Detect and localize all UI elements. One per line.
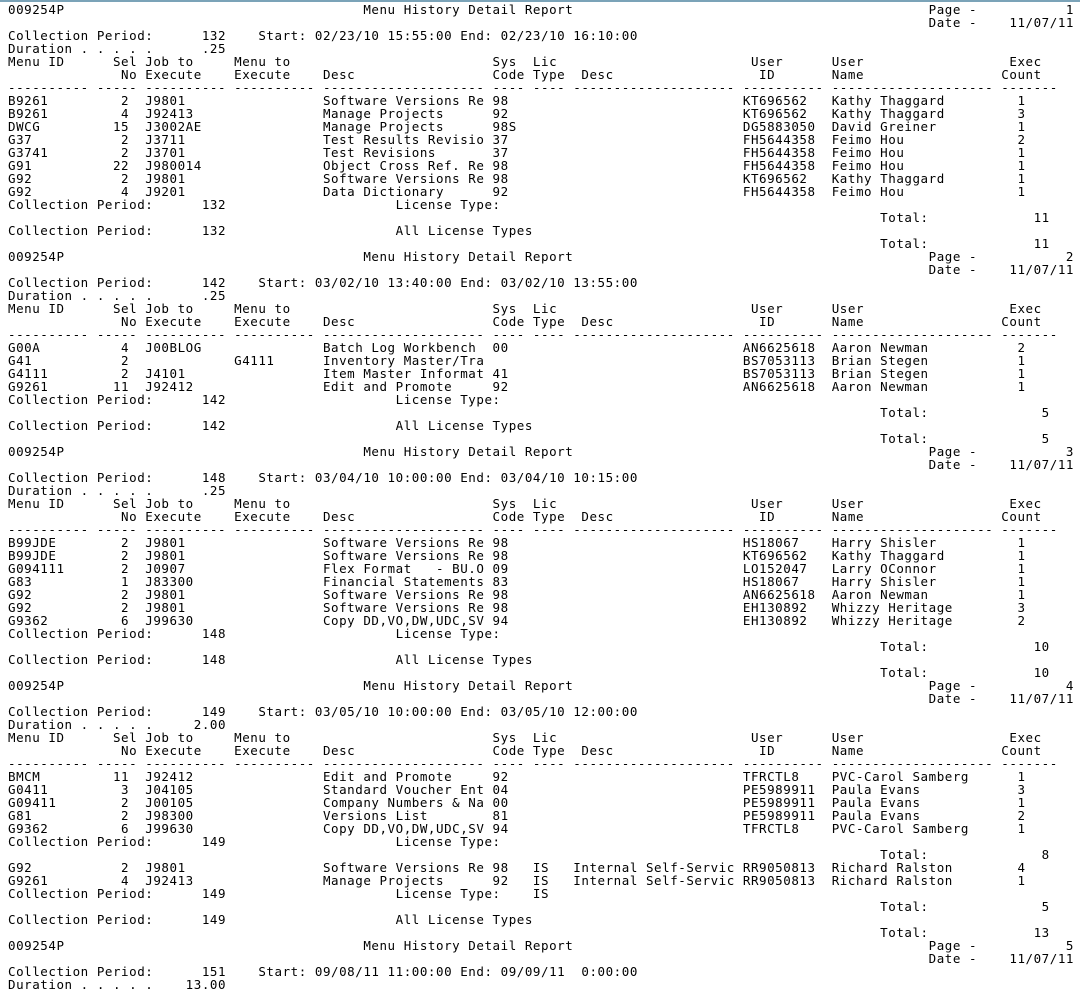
table-row: G81 2 J98300 Versions List 81 PE5989911 Paula Evans 2 xyxy=(8,808,1074,823)
table-row: G92 2 J9801 Software Versions Re 98 EH130892 Whizzy Heritage 3 xyxy=(8,600,1074,615)
date-line: Date - 11/07/11 xyxy=(8,15,1074,30)
table-row: G92 2 J9801 Software Versions Re 98 AN6625618 Aaron Newman 1 xyxy=(8,587,1074,602)
table-row: G3741 2 J3701 Test Revisions 37 FH5644358 Feimo Hou 1 xyxy=(8,145,1074,160)
page-header-line: 009254P Menu History Detail Report Page - 5 xyxy=(8,938,1074,953)
page-header-line: 009254P Menu History Detail Report Page - 2 xyxy=(8,249,1074,264)
duration-line: Duration . . . . . .25 xyxy=(8,483,1074,498)
license-type-line: Collection Period: 149 License Type: IS xyxy=(8,886,1074,901)
page-header-line: 009254P Menu History Detail Report Page - 3 xyxy=(8,444,1074,459)
license-type-line: Collection Period: 132 License Type: xyxy=(8,197,1074,212)
column-header-line: No Execute Execute Desc Code Type Desc ID Name Count xyxy=(8,509,1074,524)
column-header-line: Menu ID Sel Job to Menu to Sys Lic User User Exec xyxy=(8,496,1074,511)
license-type-line: Collection Period: 148 License Type: xyxy=(8,626,1074,641)
all-license-types-line: Collection Period: 149 All License Types xyxy=(8,912,1074,927)
total-line: Total: 10 xyxy=(8,639,1074,654)
all-license-types-line: Collection Period: 142 All License Types xyxy=(8,418,1074,433)
column-header-line: Menu ID Sel Job to Menu to Sys Lic User User Exec xyxy=(8,301,1074,316)
total-line: Total: 5 xyxy=(8,899,1074,914)
table-row: G92 4 J9201 Data Dictionary 92 FH5644358 Feimo Hou 1 xyxy=(8,184,1074,199)
duration-line: Duration . . . . . .25 xyxy=(8,41,1074,56)
table-row: G9362 6 J99630 Copy DD,VO,DW,UDC,SV 94 EH130892 Whizzy Heritage 2 xyxy=(8,613,1074,628)
table-row: G09411 2 J00105 Company Numbers & Na 00 PE5989911 Paula Evans 1 xyxy=(8,795,1074,810)
collection-period-line: Collection Period: 132 Start: 02/23/10 15:55:00 End: 02/23/10 16:10:00 xyxy=(8,28,1074,43)
column-header-line: No Execute Execute Desc Code Type Desc ID Name Count xyxy=(8,314,1074,329)
total-line: Total: 10 xyxy=(8,665,1074,680)
table-row: G094111 2 J0907 Flex Format - BU.O 09 LO152047 Larry OConnor 1 xyxy=(8,561,1074,576)
table-row: DWCG 15 J3002AE Manage Projects 98S DG5883050 David Greiner 1 xyxy=(8,119,1074,134)
date-line: Date - 11/07/11 xyxy=(8,951,1074,966)
date-line: Date - 11/07/11 xyxy=(8,262,1074,277)
collection-period-line: Collection Period: 148 Start: 03/04/10 10:00:00 End: 03/04/10 10:15:00 xyxy=(8,470,1074,485)
all-license-types-line: Collection Period: 132 All License Types xyxy=(8,223,1074,238)
table-row: G4111 2 J4101 Item Master Informat 41 BS7053113 Brian Stegen 1 xyxy=(8,366,1074,381)
column-header-line: Menu ID Sel Job to Menu to Sys Lic User User Exec xyxy=(8,730,1074,745)
duration-line: Duration . . . . . 13.00 xyxy=(8,977,1074,992)
table-row: G83 1 J83300 Financial Statements 83 HS18067 Harry Shisler 1 xyxy=(8,574,1074,589)
total-line: Total: 5 xyxy=(8,431,1074,446)
separator-line: ---------- ----- ---------- ---------- -------------------- ---- ---- -------------------- ---------- -------------------- ------- xyxy=(8,327,1074,342)
collection-period-line: Collection Period: 149 Start: 03/05/10 10:00:00 End: 03/05/10 12:00:00 xyxy=(8,704,1074,719)
license-type-line: Collection Period: 149 License Type: xyxy=(8,834,1074,849)
total-line: Total: 11 xyxy=(8,210,1074,225)
separator-line: ---------- ----- ---------- ---------- -------------------- ---- ---- -------------------- ---------- -------------------- ------- xyxy=(8,756,1074,771)
license-type-line: Collection Period: 142 License Type: xyxy=(8,392,1074,407)
table-row: B99JDE 2 J9801 Software Versions Re 98 KT696562 Kathy Thaggard 1 xyxy=(8,548,1074,563)
page-header-line: 009254P Menu History Detail Report Page - 4 xyxy=(8,678,1074,693)
table-row: G9261 11 J92412 Edit and Promote 92 AN6625618 Aaron Newman 1 xyxy=(8,379,1074,394)
collection-period-line: Collection Period: 142 Start: 03/02/10 13:40:00 End: 03/02/10 13:55:00 xyxy=(8,275,1074,290)
all-license-types-line: Collection Period: 148 All License Types xyxy=(8,652,1074,667)
table-row: G92 2 J9801 Software Versions Re 98 IS Internal Self-Servic RR9050813 Richard Ralston 4 xyxy=(8,860,1074,875)
table-row: G0411 3 J04105 Standard Voucher Ent 04 PE5989911 Paula Evans 3 xyxy=(8,782,1074,797)
date-line: Date - 11/07/11 xyxy=(8,691,1074,706)
table-row: G41 2 G4111 Inventory Master/Tra BS7053113 Brian Stegen 1 xyxy=(8,353,1074,368)
table-row: G91 22 J980014 Object Cross Ref. Re 98 FH5644358 Feimo Hou 1 xyxy=(8,158,1074,173)
column-header-line: No Execute Execute Desc Code Type Desc ID Name Count xyxy=(8,67,1074,82)
total-line: Total: 5 xyxy=(8,405,1074,420)
total-line: Total: 11 xyxy=(8,236,1074,251)
total-line: Total: 13 xyxy=(8,925,1074,940)
column-header-line: Menu ID Sel Job to Menu to Sys Lic User User Exec xyxy=(8,54,1074,69)
column-header-line: No Execute Execute Desc Code Type Desc ID Name Count xyxy=(8,743,1074,758)
total-line: Total: 8 xyxy=(8,847,1074,862)
separator-line: ---------- ----- ---------- ---------- -------------------- ---- ---- -------------------- ---------- -------------------- ------- xyxy=(8,522,1074,537)
table-row: G9261 4 J92413 Manage Projects 92 IS Internal Self-Servic RR9050813 Richard Ralston 1 xyxy=(8,873,1074,888)
table-row: B9261 2 J9801 Software Versions Re 98 KT696562 Kathy Thaggard 1 xyxy=(8,93,1074,108)
date-line: Date - 11/07/11 xyxy=(8,457,1074,472)
table-row: G9362 6 J99630 Copy DD,VO,DW,UDC,SV 94 TFRCTL8 PVC-Carol Samberg 1 xyxy=(8,821,1074,836)
table-row: G37 2 J3711 Test Results Revisio 37 FH5644358 Feimo Hou 2 xyxy=(8,132,1074,147)
table-row: B9261 4 J92413 Manage Projects 92 KT696562 Kathy Thaggard 3 xyxy=(8,106,1074,121)
table-row: G92 2 J9801 Software Versions Re 98 KT696562 Kathy Thaggard 1 xyxy=(8,171,1074,186)
report-text xyxy=(0,2,1080,991)
collection-period-line: Collection Period: 151 Start: 09/08/11 11:00:00 End: 09/09/11 0:00:00 xyxy=(8,964,1074,979)
table-row: BMCM 11 J92412 Edit and Promote 92 TFRCTL8 PVC-Carol Samberg 1 xyxy=(8,769,1074,784)
duration-line: Duration . . . . . .25 xyxy=(8,288,1074,303)
duration-line: Duration . . . . . 2.00 xyxy=(8,717,1074,732)
separator-line: ---------- ----- ---------- ---------- -------------------- ---- ---- -------------------- ---------- -------------------- ------- xyxy=(8,80,1074,95)
table-row: B99JDE 2 J9801 Software Versions Re 98 HS18067 Harry Shisler 1 xyxy=(8,535,1074,550)
page-header-line: 009254P Menu History Detail Report Page - 1 xyxy=(8,2,1074,17)
table-row: G00A 4 J00BLOG Batch Log Workbench 00 AN6625618 Aaron Newman 2 xyxy=(8,340,1074,355)
